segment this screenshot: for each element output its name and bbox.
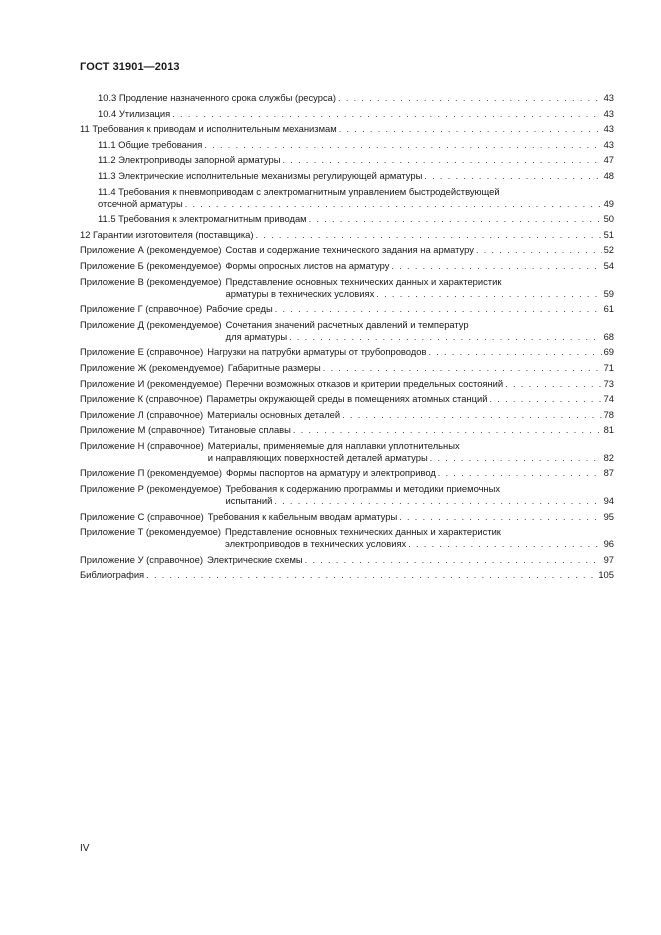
appendix-body	[225, 260, 614, 272]
toc-entry-appendix[interactable]	[80, 260, 614, 272]
dot-leader	[293, 424, 602, 436]
dot-leader	[338, 92, 602, 104]
toc-entry-appendix[interactable]	[80, 424, 614, 436]
toc-entry-page: 61	[603, 303, 614, 315]
appendix-label: Приложение Г (справочное)	[80, 303, 203, 315]
dot-leader	[305, 554, 602, 566]
appendix-line	[208, 452, 614, 464]
appendix-body	[206, 303, 614, 315]
appendix-title: Габаритные размеры	[227, 361, 321, 373]
appendix-body	[226, 483, 614, 507]
toc-entry-page: 49	[603, 197, 614, 209]
appendix-body	[226, 244, 614, 256]
appendix-label: Приложение Л (справочное)	[80, 408, 204, 420]
toc-entry-page: 96	[603, 538, 614, 550]
appendix-title: Формы опросных листов на арматуру	[225, 259, 390, 271]
toc-entry-title: 11.3 Электрические исполнительные механизмы регулирующей арматуры	[98, 169, 423, 181]
toc-sections	[80, 92, 614, 241]
toc-entry-title: 12 Гарантии изготовителя (поставщика)	[80, 228, 254, 240]
toc-entry-page: 82	[603, 451, 614, 463]
toc-entry-page: 43	[603, 123, 614, 135]
appendix-line	[226, 288, 614, 300]
toc-entry-appendix[interactable]	[80, 440, 614, 464]
toc-entry-page: 94	[603, 495, 614, 507]
toc-entry-page: 87	[603, 467, 614, 479]
appendix-line	[207, 346, 614, 358]
appendix-title: Представление основных технических данных и характеристик	[225, 275, 502, 287]
appendix-title: Сочетания значений расчетных давлений и температур	[225, 318, 469, 330]
toc-entry[interactable]	[80, 154, 614, 166]
toc-entry-page: 73	[603, 377, 614, 389]
appendix-label: Приложение Р (рекомендуемое)	[80, 483, 222, 495]
dot-leader	[424, 170, 601, 182]
dot-leader	[339, 123, 602, 135]
appendix-line	[206, 303, 614, 315]
toc-entry-line	[80, 229, 614, 241]
appendix-body	[226, 467, 614, 479]
toc-entry-page: 71	[603, 361, 614, 373]
appendix-body	[225, 526, 614, 550]
toc-entry-page: 95	[603, 510, 614, 522]
toc-entry-bibliography[interactable]	[80, 569, 614, 581]
toc-entry-appendix[interactable]	[80, 276, 614, 300]
appendix-body	[207, 346, 614, 358]
appendix-line	[228, 362, 614, 374]
appendix-body	[207, 409, 614, 421]
dot-leader	[323, 362, 602, 374]
dot-leader	[309, 213, 602, 225]
appendix-title: Титановые сплавы	[208, 424, 291, 436]
toc-entry-line	[98, 139, 614, 151]
appendix-title: Параметры окружающей среды в помещениях атомных станций	[206, 393, 488, 405]
appendix-line	[226, 244, 614, 256]
appendix-body	[228, 362, 614, 374]
toc-entry-title: 11.1 Общие требования	[98, 138, 203, 150]
toc-entry-title: 10.3 Продление назначенного срока службы (ресурса)	[98, 92, 337, 103]
appendix-line	[226, 378, 614, 390]
appendix-label: Приложение Н (справочное)	[80, 439, 204, 451]
appendix-title: Формы паспортов на арматуру и электропривод	[226, 467, 436, 479]
toc-entry-page: 51	[603, 228, 614, 240]
appendix-body	[207, 554, 614, 566]
dot-leader	[391, 260, 601, 272]
toc-entry-title-cont: отсечной арматуры	[98, 197, 183, 209]
toc-entry[interactable]	[80, 108, 614, 120]
appendix-label: Приложение Е (справочное)	[80, 346, 204, 358]
appendix-label: Приложение М (справочное)	[80, 424, 205, 436]
toc-entry-appendix[interactable]	[80, 409, 614, 421]
appendix-label: Приложение А (рекомендуемое)	[80, 244, 222, 256]
toc-entry[interactable]	[80, 186, 614, 210]
toc-entry-page: 78	[603, 408, 614, 420]
toc-entry-appendix[interactable]	[80, 467, 614, 479]
toc-entry-page: 105	[598, 569, 614, 581]
toc-entry-page: 97	[603, 553, 614, 565]
toc-entry-appendix[interactable]	[80, 244, 614, 256]
appendix-line	[207, 554, 614, 566]
toc-entry-title: 11.2 Электроприводы запорной арматуры	[98, 154, 281, 166]
toc-entry-page: 52	[603, 244, 614, 256]
toc-entry-page: 81	[603, 424, 614, 436]
toc-entry-page: 43	[603, 92, 614, 103]
dot-leader	[430, 452, 602, 464]
toc-entry-appendix[interactable]	[80, 511, 614, 523]
appendix-title: Рабочие среды	[206, 303, 273, 315]
appendix-label: Приложение Б (рекомендуемое)	[80, 259, 222, 271]
appendix-label: Приложение У (справочное)	[80, 553, 203, 565]
dot-leader	[172, 108, 601, 120]
toc-entry-page: 69	[603, 346, 614, 358]
dot-leader	[204, 139, 601, 151]
appendix-line	[225, 260, 614, 272]
appendix-label: Приложение Т (рекомендуемое)	[80, 526, 221, 538]
toc-entry-appendix[interactable]	[80, 554, 614, 566]
dot-leader	[342, 409, 601, 421]
toc-entry-line	[98, 198, 614, 210]
toc-entry[interactable]	[80, 213, 614, 225]
appendix-label: Приложение С (справочное)	[80, 510, 204, 522]
appendix-title: Электрические схемы	[206, 553, 303, 565]
appendix-line	[208, 511, 614, 523]
dot-leader	[282, 154, 601, 166]
appendix-body	[208, 511, 614, 523]
dot-leader	[289, 331, 602, 343]
toc-entry-page: 54	[603, 259, 614, 271]
appendix-line	[209, 424, 614, 436]
page-number: IV	[80, 843, 90, 854]
appendix-title: Нагрузки на патрубки арматуры от трубопроводов	[207, 346, 427, 358]
toc-entry-appendix[interactable]	[80, 378, 614, 390]
toc-entry-appendix[interactable]	[80, 393, 614, 405]
appendix-line	[206, 393, 614, 405]
table-of-contents	[80, 92, 614, 585]
appendix-body	[208, 440, 614, 464]
toc-entry-line	[98, 154, 614, 166]
toc-appendices	[80, 244, 614, 566]
appendix-label: Приложение Ж (рекомендуемое)	[80, 361, 224, 373]
toc-entry-appendix[interactable]	[80, 526, 614, 550]
toc-entry-page: 68	[603, 330, 614, 342]
dot-leader	[505, 378, 601, 390]
dot-leader	[489, 393, 601, 405]
dot-leader	[476, 244, 602, 256]
toc-entry-line	[98, 92, 614, 104]
toc-entry[interactable]	[80, 139, 614, 151]
dot-leader	[408, 538, 601, 550]
toc-entry-title: 10.4 Утилизация	[98, 107, 171, 119]
appendix-title-cont: испытаний	[225, 495, 273, 507]
appendix-title-cont: арматуры в технических условиях	[225, 287, 375, 299]
appendix-title: Требования к содержанию программы и методики приемочных	[225, 483, 501, 495]
toc-entry-line	[98, 108, 614, 120]
dot-leader	[399, 511, 601, 523]
toc-entry-line	[98, 213, 614, 225]
toc-entry-line	[98, 170, 614, 182]
appendix-label: Приложение К (справочное)	[80, 393, 203, 405]
appendix-body	[206, 393, 614, 405]
toc-entry[interactable]	[80, 170, 614, 182]
appendix-label: Приложение И (рекомендуемое)	[80, 377, 223, 389]
appendix-body	[226, 319, 614, 343]
toc-entry-title: Библиография	[80, 569, 145, 581]
toc-entry[interactable]	[80, 229, 614, 241]
appendix-label: Приложение В (рекомендуемое)	[80, 275, 222, 287]
appendix-title: Перечни возможных отказов и критерии предельных состояний	[226, 377, 504, 389]
dot-leader	[255, 229, 601, 241]
appendix-title-cont: и направляющих поверхностей деталей арматуры	[207, 451, 428, 463]
appendix-line	[207, 409, 614, 421]
appendix-title: Материалы, применяемые для наплавки уплотнительных	[207, 439, 460, 451]
appendix-title-cont: для арматуры	[225, 330, 288, 342]
dot-leader	[274, 495, 601, 507]
appendix-label: Приложение П (рекомендуемое)	[80, 467, 223, 479]
appendix-line	[226, 331, 614, 343]
toc-entry-page: 74	[603, 393, 614, 405]
toc-entry-appendix[interactable]	[80, 319, 614, 343]
appendix-title: Материалы основных деталей	[207, 408, 341, 420]
appendix-body	[226, 378, 614, 390]
toc-entry-page: 48	[603, 169, 614, 181]
toc-entry-appendix[interactable]	[80, 346, 614, 358]
toc-entry-page: 43	[603, 107, 614, 119]
toc-entry-page: 47	[603, 154, 614, 166]
toc-entry-appendix[interactable]	[80, 483, 614, 507]
toc-entry-appendix[interactable]	[80, 303, 614, 315]
dot-leader	[185, 198, 602, 210]
dot-leader	[376, 288, 601, 300]
dot-leader	[146, 569, 596, 581]
appendix-body	[226, 276, 614, 300]
dot-leader	[438, 467, 602, 479]
toc-entry-title: 11.5 Требования к электромагнитным приводам	[98, 213, 307, 225]
toc-entry-page: 50	[603, 213, 614, 225]
dot-leader	[275, 303, 602, 315]
appendix-title: Представление основных технических данных и характеристик	[225, 526, 501, 538]
document-code: ГОСТ 31901—2013	[80, 61, 180, 73]
appendix-line	[226, 467, 614, 479]
toc-entry[interactable]	[80, 123, 614, 135]
appendix-line	[226, 495, 614, 507]
toc-entry-page: 43	[603, 138, 614, 150]
toc-entry-page: 59	[603, 287, 614, 299]
appendix-label: Приложение Д (рекомендуемое)	[80, 318, 222, 330]
appendix-title: Состав и содержание технического задания на арматуру	[225, 244, 474, 256]
dot-leader	[428, 346, 601, 358]
toc-entry-title: 11.4 Требования к пневмоприводам с электромагнитным управлением быстродействующей	[98, 185, 500, 197]
appendix-line	[225, 538, 614, 550]
toc-entry-line	[80, 123, 614, 135]
toc-entry-appendix[interactable]	[80, 362, 614, 374]
toc-entry-title: 11 Требования к приводам и исполнительным механизмам	[80, 123, 337, 135]
appendix-body	[209, 424, 614, 436]
toc-entry[interactable]	[80, 92, 614, 104]
appendix-title: Требования к кабельным вводам арматуры	[207, 510, 398, 522]
appendix-title-cont: электроприводов в технических условиях	[225, 538, 407, 550]
